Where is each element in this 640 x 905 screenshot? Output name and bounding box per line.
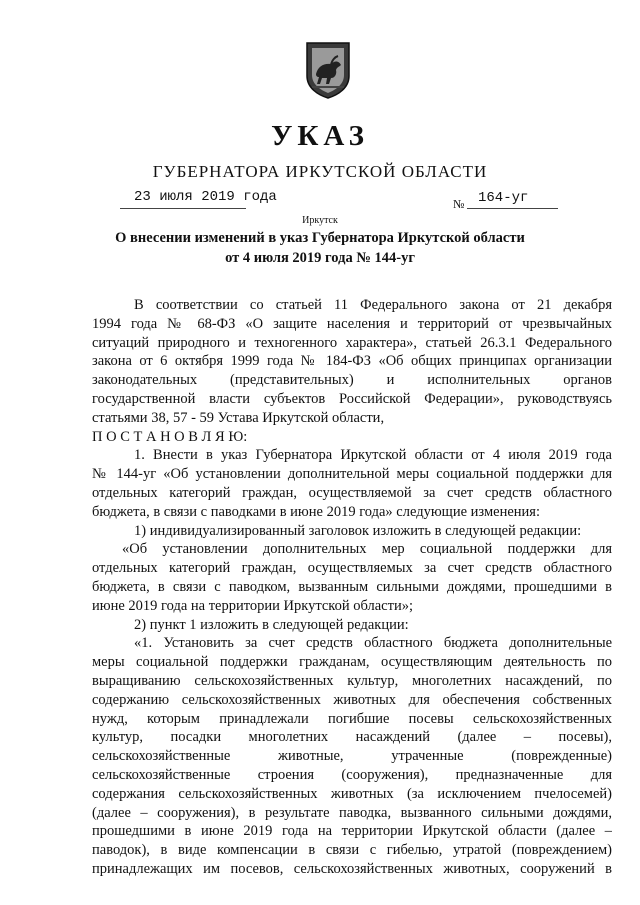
body-line: 1994 года № 68-ФЗ «О защите населения и территорий от чрезвычайных [92, 315, 612, 332]
body-line: государственной власти субъектов Российской Федерации», руководствуясь [92, 390, 612, 407]
body-line: 2) пункт 1 изложить в следующей редакции: [134, 616, 409, 633]
body-line: бюджета, в связи с паводками в июне 2019 года» следующие изменения: [92, 503, 540, 520]
number-label: № [453, 197, 465, 211]
body-line: сельскохозяйственные строения (сооружения), предназначенные для [92, 766, 612, 783]
heading-line: О внесении изменений в указ Губернатора Иркутской области [115, 230, 525, 246]
issuer-title: ГУБЕРНАТОРА ИРКУТСКОЙ ОБЛАСТИ [152, 162, 488, 181]
body-line: меры социальной поддержки гражданам, осуществляющим деятельность по [92, 654, 612, 671]
body-line: бюджета, в связи с паводком, вызванным сильными дождями, прошедшими в [92, 578, 612, 595]
body-line: отдельных категорий граждан, осуществляемой за счет средств областного [92, 484, 612, 501]
body-line: содержанию сельскохозяйственных животных для обеспечения собственных [92, 691, 612, 708]
body-line: прошедшими в июне 2019 года на территории Иркутской области (далее – [92, 823, 612, 840]
body-line: «Об установлении дополнительных мер социальной поддержки для [122, 541, 612, 558]
decree-number: 164-уг [478, 190, 529, 206]
body-line: В соответствии со статьей 11 Федерального закона от 21 декабря [134, 297, 612, 313]
body-line: П О С Т А Н О В Л Я Ю: [92, 428, 248, 445]
body-line: нужд, которым принадлежали погибшие посевы сельскохозяйственных [92, 710, 612, 727]
irkutsk-coat-of-arms-icon [304, 40, 352, 100]
body-line: 1. Внести в указ Губернатора Иркутской области от 4 июля 2019 года [134, 447, 612, 464]
date-underline [120, 208, 246, 209]
body-line: ситуаций природного и техногенного характера», статьей 26.3.1 Федерального [92, 334, 612, 351]
decree-body [92, 296, 612, 879]
body-line: июне 2019 года на территории Иркутской области»; [92, 597, 413, 614]
body-line: закона от 6 октября 1999 года № 184-ФЗ «Об общих принципах организации [92, 353, 612, 370]
decree-date: 23 июля 2019 года [134, 189, 277, 205]
body-line: паводок), в виде компенсации в связи с гибелью, утратой (повреждением) [92, 842, 612, 859]
number-underline [467, 208, 558, 209]
body-line: принадлежащих им посевов, сельскохозяйственных животных, сооружений в [92, 860, 612, 877]
body-line: № 144-уг «Об установлении дополнительной меры социальной поддержки для [92, 466, 612, 483]
body-line: статьями 38, 57 - 59 Устава Иркутской области, [92, 409, 385, 426]
body-line: «1. Установить за счет средств областного бюджета дополнительные [134, 635, 612, 652]
body-line: законодательных (представительных) и исполнительных органов [92, 372, 612, 389]
body-line: сельскохозяйственные животные, утраченные (поврежденные) [92, 748, 612, 765]
decree-title: УКАЗ [271, 120, 369, 152]
body-line: содержания сельскохозяйственных животных (за исключением пчелосемей) [92, 785, 612, 802]
body-line: 1) индивидуализированный заголовок изложить в следующей редакции: [134, 522, 582, 539]
body-line: культур, посадки многолетних насаждений (далее – посевы), [92, 729, 612, 746]
city-name: Иркутск [302, 215, 338, 226]
decree-heading [100, 228, 540, 268]
body-line: (далее – сооружения), в результате паводка, вызванного сильными дождями, [92, 804, 612, 821]
heading-line: от 4 июля 2019 года № 144-уг [225, 250, 415, 266]
body-line: отдельных категорий граждан, осуществляемых за счет средств областного [92, 560, 612, 577]
body-line: выращиванию сельскохозяйственных культур, многолетних насаждений, по [92, 672, 612, 689]
